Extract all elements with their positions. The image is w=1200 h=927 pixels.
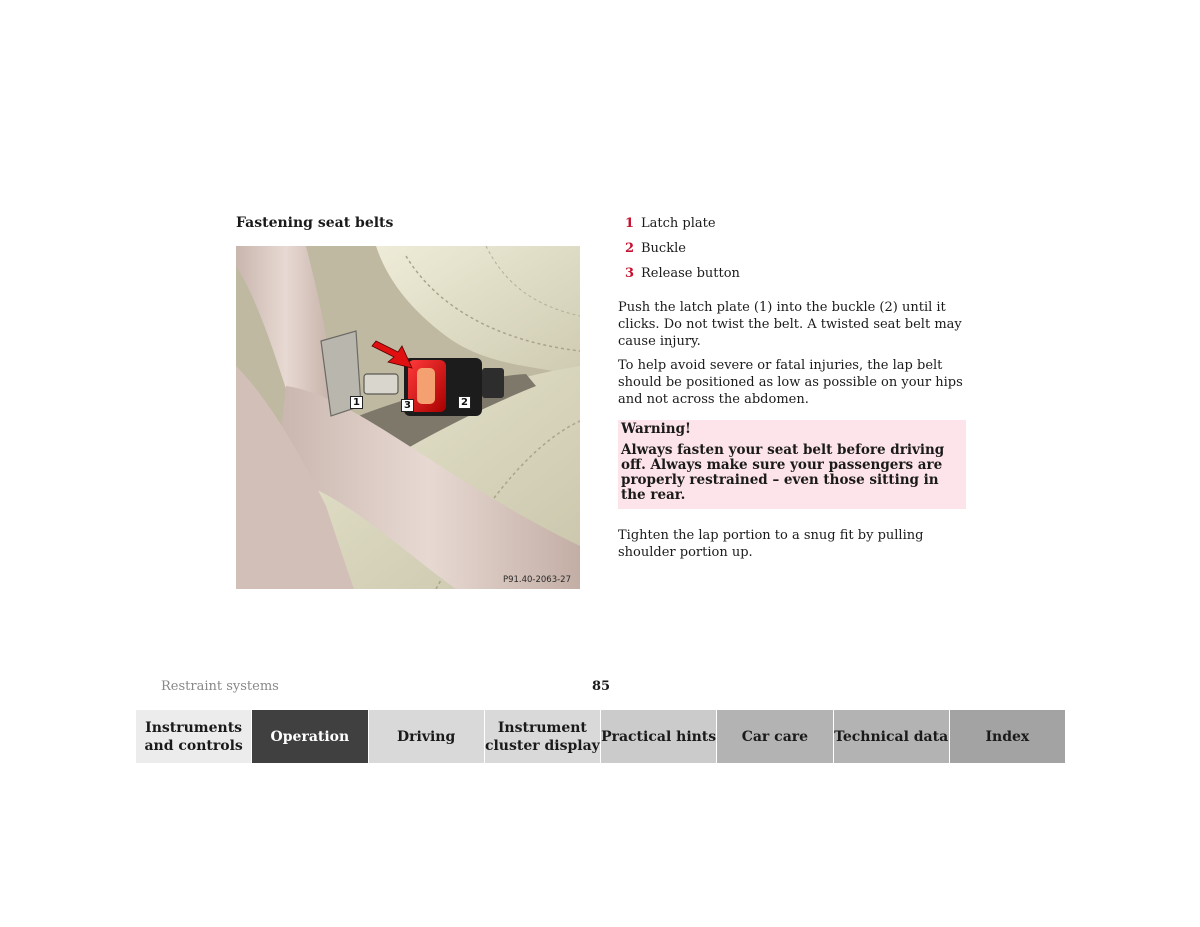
tab-instruments-and-controls[interactable] (136, 710, 252, 763)
tab-driving[interactable] (369, 710, 485, 763)
legend-item-release-button (618, 265, 966, 290)
legend-label: Release button (641, 266, 740, 281)
tab-label: Instruments and controls (144, 719, 243, 754)
tab-label: Operation (270, 728, 350, 745)
legend-number: 3 (625, 266, 635, 281)
tab-label: Practical hints (601, 728, 717, 745)
legend-item-buckle (618, 240, 966, 265)
tab-technical-data[interactable] (834, 710, 950, 763)
legend-number: 2 (625, 241, 635, 256)
tab-car-care[interactable] (717, 710, 833, 763)
parts-legend (618, 215, 966, 290)
warning-title: Warning! (621, 421, 691, 437)
page-number: 85 (592, 679, 611, 694)
tab-operation[interactable] (252, 710, 368, 763)
tab-label: Instrument cluster display (484, 719, 600, 754)
chapter-navigation (136, 710, 1065, 763)
tab-practical-hints[interactable] (601, 710, 717, 763)
figure-code: P91.40-2063-27 (502, 575, 571, 585)
seat-belt-illustration (236, 246, 580, 589)
tab-instrument-cluster-display[interactable] (485, 710, 601, 763)
footer-section-name: Restraint systems (161, 679, 279, 694)
text-column (618, 215, 966, 561)
tab-label: Technical data (834, 728, 949, 745)
section-title: Fastening seat belts (236, 215, 394, 231)
tighten-paragraph: Tighten the lap portion to a snug fit by pulling shoulder portion up. (618, 528, 924, 560)
tab-index[interactable] (950, 710, 1065, 763)
legend-label: Latch plate (641, 216, 716, 231)
callout-2: 2 (458, 396, 471, 409)
tab-label: Driving (396, 728, 456, 745)
warning-body: Always fasten your seat belt before driving off. Always make sure your passengers are properly restrained – even those sitting in the rear. (621, 442, 945, 503)
callout-1: 1 (350, 396, 363, 409)
tab-label: Index (985, 728, 1030, 745)
callout-3: 3 (401, 399, 414, 412)
warning-box (618, 420, 966, 509)
legend-label: Buckle (641, 241, 686, 256)
legend-item-latch-plate (618, 215, 966, 240)
safety-paragraph: To help avoid severe or fatal injuries, the lap belt should be positioned as low as possible on your hips and not across the abdomen. (618, 358, 963, 407)
legend-number: 1 (625, 216, 635, 231)
tab-label: Car care (741, 728, 809, 745)
seat-belt-drawing (236, 246, 580, 589)
instruction-paragraph: Push the latch plate (1) into the buckle (2) until it clicks. Do not twist the belt. A twisted seat belt may cause injury. (618, 300, 962, 349)
